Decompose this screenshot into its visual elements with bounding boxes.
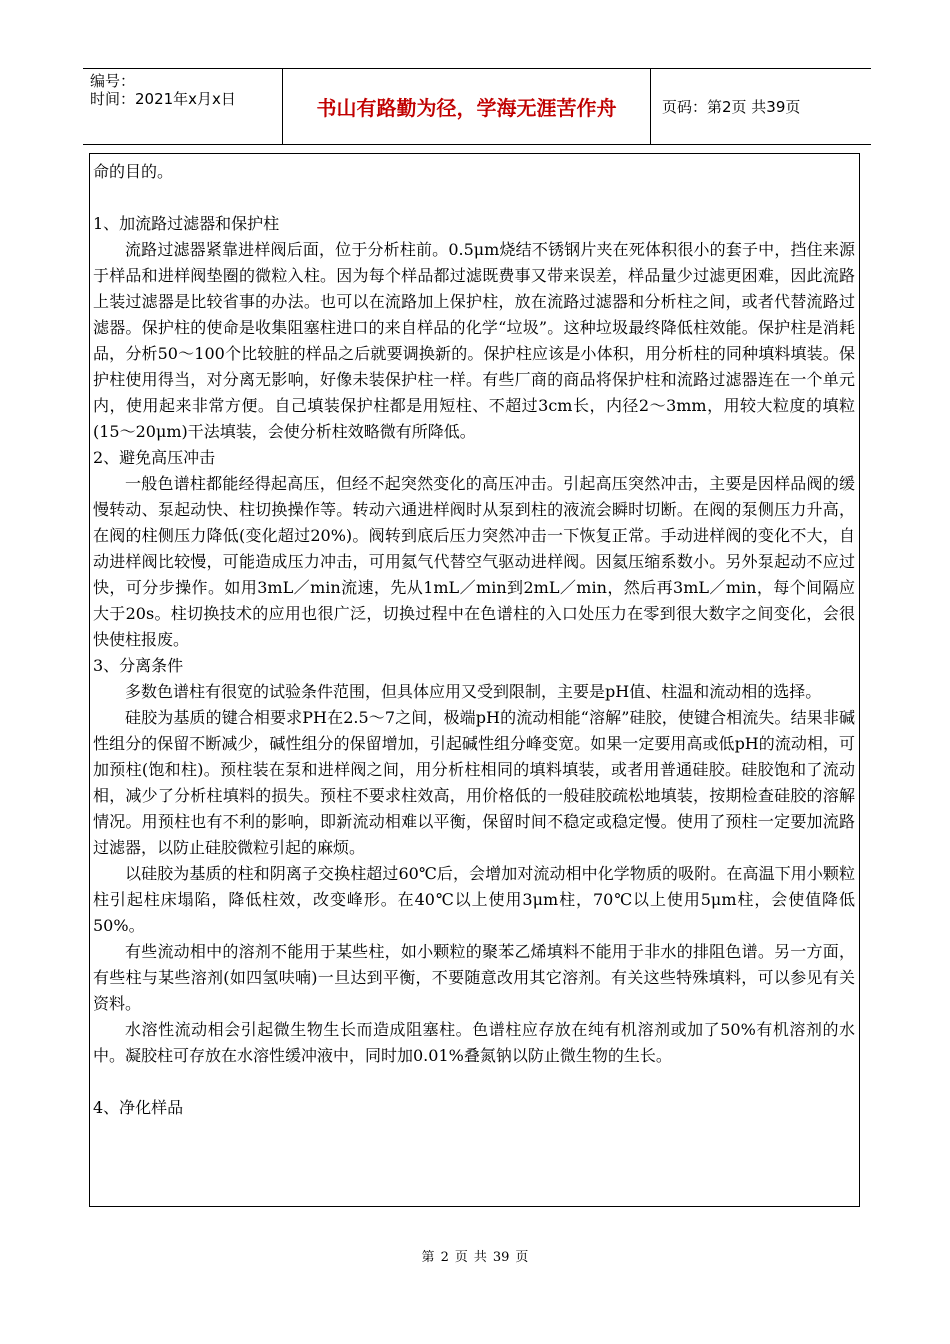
number-label: 编号：: [90, 72, 136, 90]
section-heading: 4、净化样品: [93, 1098, 184, 1117]
paragraph: 水溶性流动相会引起微生物生长而造成阻塞柱。色谱柱应存放在纯有机溶剂或加了50%有机溶剂的水中。凝胶柱可存放在水溶性缓冲液中，同时加0.01%叠氮钠以防止微生物的生长。: [93, 1020, 855, 1065]
page-footer: [0, 1246, 950, 1265]
paragraph: 命的目的。: [93, 162, 174, 181]
time-label: 时间：2021年x月x日: [90, 90, 236, 108]
footer-text: 页: [515, 1250, 529, 1265]
footer-text: 共: [473, 1250, 487, 1265]
header-page-info: 页码：第2页 共39页: [662, 98, 801, 116]
section-heading: 3、分离条件: [93, 656, 184, 675]
paragraph: 硅胶为基质的键合相要求PH在2.5～7之间，极端pH的流动相能“溶解”硅胶，使键合相流失。结果非碱性组分的保留不断减少，碱性组分的保留增加，引起碱性组分峰变宽。如果一定要用高或低pH的流动相，可加预柱(饱和柱)。预柱装在泵和进样阀之间，用分析柱相同的填料填装，或者用普通硅胶。硅胶饱和了流动相，减少了分析柱填料的损失。预柱不要求柱效高，用价格低的一般硅胶疏松地填装，按期检查硅胶的溶解情况。用预柱也有不利的影响，即新流动相难以平衡，保留时间不稳定或稳定慢。使用了预柱一定要加流路过滤器，以防止硅胶微粒引起的麻烦。: [93, 708, 855, 857]
footer-text: 第: [421, 1250, 435, 1265]
blank-line: [93, 185, 855, 211]
paragraph: 多数色谱柱有很宽的试验条件范围，但具体应用又受到限制，主要是pH值、柱温和流动相的选择。: [125, 682, 822, 701]
footer-text: 页: [454, 1250, 468, 1265]
section-heading: 1、加流路过滤器和保护柱: [93, 214, 280, 233]
paragraph: 一般色谱柱都能经得起高压，但经不起突然变化的高压冲击。引起高压突然冲击，主要是因样品阀的缓慢转动、泵起动快、柱切换操作等。转动六通进样阀时从泵到柱的液流会瞬时切断。在阀的泵侧压力升高，在阀的柱侧压力降低(变化超过20%)。阀转到底后压力突然冲击一下恢复正常。手动进样阀的变化不大，自动进样阀比较慢，可能造成压力冲击，可用氦气代替空气驱动进样阀。因氦压缩系数小。另外泵起动不应过快，可分步操作。如用3mL／min流速，先从1mL／min到2mL／min，然后再3mL／min，每个间隔应大于20s。柱切换技术的应用也很广泛，切换过程中在色谱柱的入口处压力在零到很大数字之间变化，会很快使柱报废。: [93, 474, 855, 649]
footer-page-number: 2: [440, 1250, 449, 1265]
paragraph: 以硅胶为基质的柱和阴离子交换柱超过60℃后，会增加对流动相中化学物质的吸附。在高温下用小颗粒柱引起柱床塌陷，降低柱效，改变峰形。在40℃以上使用3μm柱，70℃以上使用5μm柱，会使值降低50%。: [93, 864, 855, 935]
footer-total-pages: 39: [492, 1250, 510, 1265]
header-meta: [83, 69, 283, 144]
paragraph: 流路过滤器紧靠进样阀后面，位于分析柱前。0.5μm烧结不锈钢片夹在死体积很小的套子中，挡住来源于样品和进样阀垫圈的微粒入柱。因为每个样品都过滤既费事又带来误差，样品量少过滤更困难，因此流路上装过滤器是比较省事的办法。也可以在流路加上保护柱，放在流路过滤器和分析柱之间，或者代替流路过滤器。保护柱的使命是收集阻塞柱进口的来自样品的化学“垃圾”。这种垃圾最终降低柱效能。保护柱是消耗品，分析50～100个比较脏的样品之后就要调换新的。保护柱应该是小体积，用分析柱的同种填料填装。保护柱使用得当，对分离无影响，好像未装保护柱一样。有些厂商的商品将保护柱和流路过滤器连在一个单元内，使用起来非常方便。自己填装保护柱都是用短柱、不超过3cm长，内径2～3mm，用较大粒度的填粒(15～20μm)干法填装，会使分析柱效略微有所降低。: [93, 240, 855, 441]
document-body: [89, 153, 860, 1207]
paragraph: 有些流动相中的溶剂不能用于某些柱，如小颗粒的聚苯乙烯填料不能用于非水的排阻色谱。另一方面，有些柱与某些溶剂(如四氢呋喃)一旦达到平衡，不要随意改用其它溶剂。有关这些特殊填料，可以参见有关资料。: [93, 942, 855, 1013]
blank-line: [93, 1069, 855, 1095]
page-header: [83, 68, 871, 145]
section-heading: 2、避免高压冲击: [93, 448, 216, 467]
header-motto: 书山有路勤为径，学海无涯苦作舟: [283, 69, 651, 144]
